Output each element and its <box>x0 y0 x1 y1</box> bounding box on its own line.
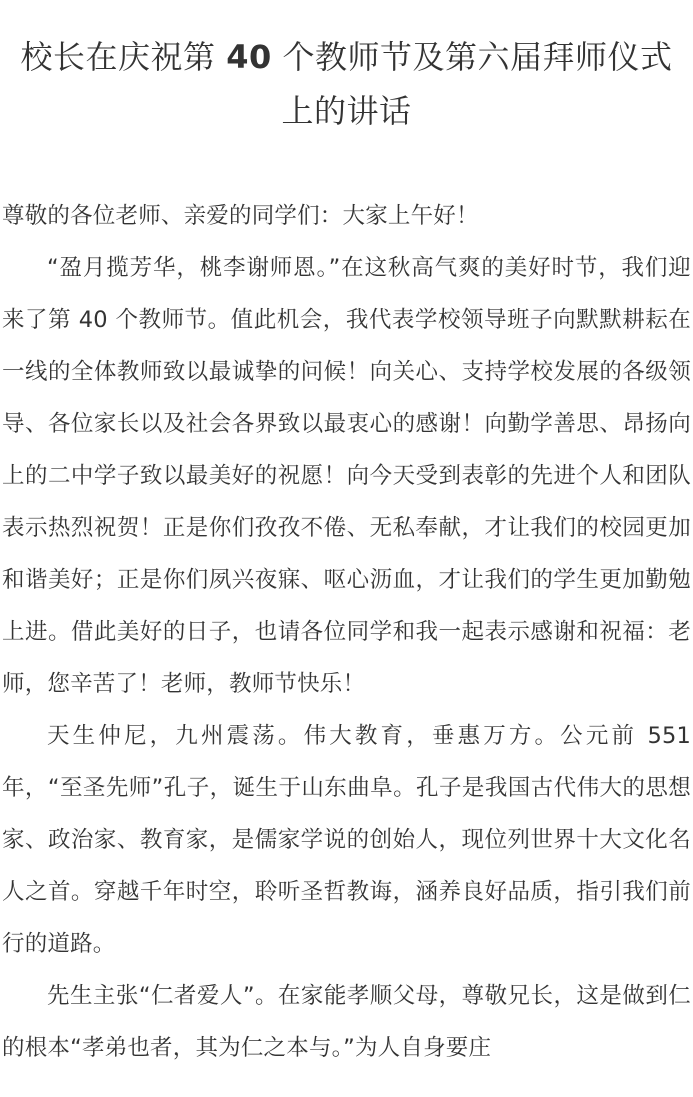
title-part-1: 校长在庆祝第 <box>20 38 216 76</box>
article-body <box>0 190 693 1074</box>
title-number: 40 <box>226 38 272 76</box>
title-part-2: 个教师节及第六届拜师仪式上的讲话 <box>281 38 673 130</box>
greeting-paragraph: 尊敬的各位老师、亲爱的同学们：大家上午好！ <box>2 203 479 229</box>
paragraph-3: 先生主张“仁者爱人”。在家能孝顺父母，尊敬兄长，这是做到仁的根本“孝弟也者，其为仁之本与。”为人自身要庄 <box>2 983 691 1061</box>
paragraph-1: “盈月揽芳华，桃李谢师恩。”在这秋高气爽的美好时节，我们迎来了第 40 个教师节。值此机会，我代表学校领导班子向默默耕耘在一线的全体教师致以最诚挚的问候！向关心、支持学校发展的各级领导、各位家长以及社会各界致以最衷心的感谢！向勤学善思、昂扬向上的二中学子致以最美好的祝愿！向今天受到表彰的先进个人和团队表示热烈祝贺！正是你们孜孜不倦、无私奉献，才让我们的校园更加和谐美好；正是你们夙兴夜寐、呕心沥血，才让我们的学生更加勤勉上进。借此美好的日子，也请各位同学和我一起表示感谢和祝福：老师，您辛苦了！老师，教师节快乐！ <box>2 255 691 697</box>
paragraph-2: 天生仲尼，九州震荡。伟大教育，垂惠万方。公元前 551 年，“至圣先师”孔子，诞生于山东曲阜。孔子是我国古代伟大的思想家、政治家、教育家，是儒家学说的创始人，现位列世界十大文化名人之首。穿越千年时空，聆听圣哲教诲，涵养良好品质，指引我们前行的道路。 <box>2 723 691 957</box>
article-title <box>0 30 693 138</box>
